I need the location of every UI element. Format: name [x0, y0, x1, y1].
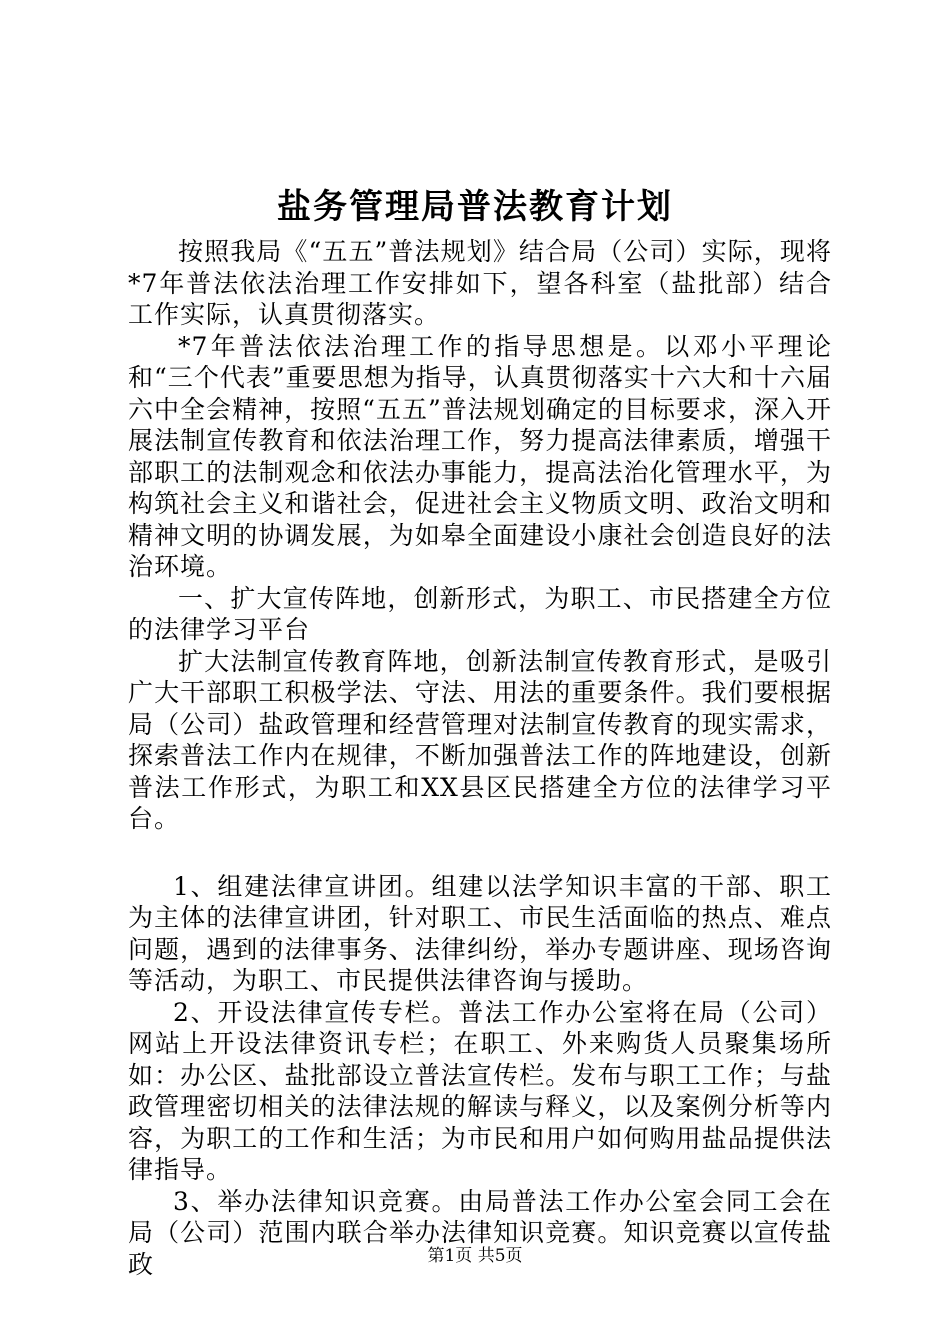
document-title: 盐务管理局普法教育计划: [277, 187, 673, 227]
paragraph-gap: [128, 835, 832, 871]
paragraph-item-3: 3、举办法律知识竞赛。由局普法工作办公室会同工会在局（公司）范围内联合举办法律知识竞赛。知识竞赛以宣传盐政: [128, 1186, 832, 1279]
paragraph-item-1: 1、组建法律宣讲团。组建以法学知识丰富的干部、职工为主体的法律宣讲团，针对职工、市民生活面临的热点、难点问题，遇到的法律事务、法律纠纷，举办专题讲座、现场咨询等活动，为职工、市民提供法律咨询与援助。: [128, 871, 832, 995]
section-heading-1: 一、扩大宣传阵地，创新形式，为职工、市民搭建全方位的法律学习平台: [128, 583, 832, 644]
paragraph-guiding-thought: *7年普法依法治理工作的指导思想是。以邓小平理论和“三个代表”重要思想为指导，认真贯彻落实十六大和十六届六中全会精神，按照“五五”普法规划确定的目标要求，深入开展法制宣传教育和依法治理工作，努力提高法律素质，增强干部职工的法制观念和依法办事能力，提高法治化管理水平，为构筑社会主义和谐社会，促进社会主义物质文明、政治文明和精神文明的协调发展，为如皋全面建设小康社会创造良好的法治环境。: [128, 331, 832, 581]
paragraph-item-2: 2、开设法律宣传专栏。普法工作办公室将在局（公司）网站上开设法律资讯专栏；在职工、外来购货人员聚集场所如：办公区、盐批部设立普法宣传栏。发布与职工工作；与盐政管理密切相关的法律法规的解读与释义，以及案例分析等内容，为职工的工作和生活；为市民和用户如何购用盐品提供法律指导。: [128, 997, 832, 1184]
page-footer: 第1页 共5页: [427, 1246, 523, 1266]
paragraph-intro: 按照我局《“五五”普法规划》结合局（公司）实际，现将*7年普法依法治理工作安排如下，望各科室（盐批部）结合工作实际，认真贯彻落实。: [128, 237, 832, 329]
document-body: [128, 236, 832, 1280]
paragraph-section-1: 扩大法制宣传教育阵地，创新法制宣传教育形式，是吸引广大干部职工积极学法、守法、用法的重要条件。我们要根据局（公司）盐政管理和经营管理对法制宣传教育的现实需求，探索普法工作内在规律，不断加强普法工作的阵地建设，创新普法工作形式，为职工和XX县区民搭建全方位的法律学习平台。: [128, 646, 832, 833]
